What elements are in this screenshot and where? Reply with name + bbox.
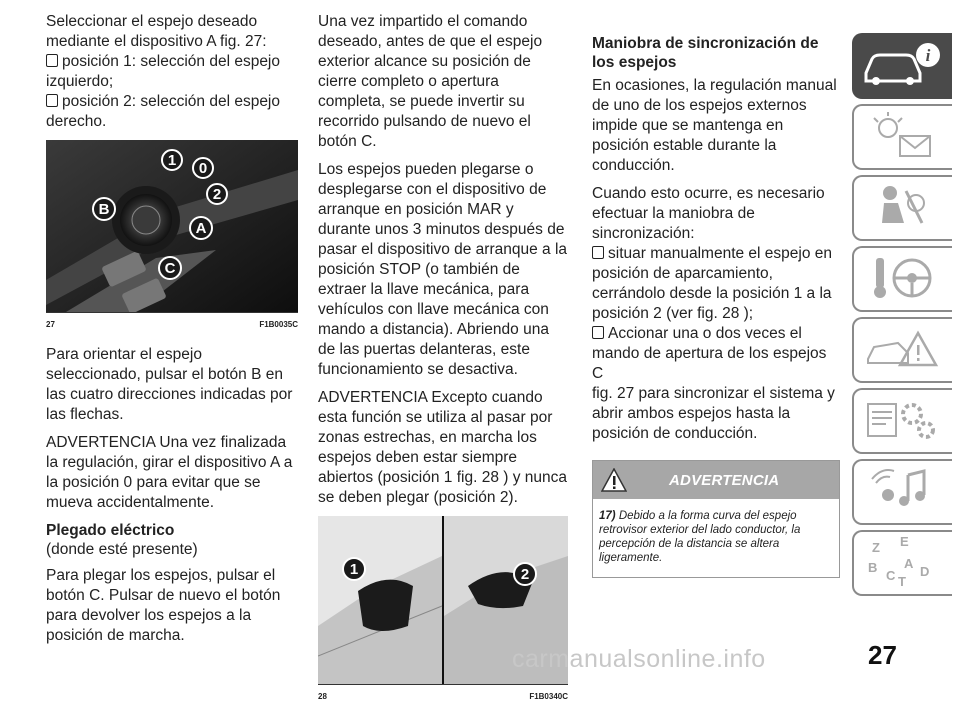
- col2-paragraph-3: ADVERTENCIA Excepto cuando esta función se utiliza al pasar por zonas estrechas, en marcha los espejos deben estar siempre abiertos (posición 1 fig. 28 ) y nunca se deben plegar (posición 2).: [318, 389, 567, 506]
- tab-index[interactable]: [852, 530, 952, 596]
- svg-text:C: C: [886, 568, 896, 583]
- car-info-icon: [854, 35, 950, 93]
- column-3: [592, 12, 840, 578]
- tab-emergency[interactable]: [852, 317, 952, 383]
- orient-text: Para orientar el espejo seleccionado, pulsar el botón B en las cuatro direcciones indicadas por las flechas.: [46, 346, 293, 423]
- watermark: carmanualsonline.info: [512, 645, 766, 673]
- warning-body: [593, 499, 839, 577]
- option-2: posición 2: selección del espejo derecho.: [46, 93, 280, 130]
- tab-safety[interactable]: [852, 175, 952, 241]
- fig27-label-1: 1: [167, 152, 177, 169]
- alphabet-index-icon: [854, 532, 950, 590]
- tab-starting-driving[interactable]: [852, 246, 952, 312]
- svg-text:i: i: [925, 46, 931, 65]
- plegado-heading: Plegado eléctrico: [46, 522, 175, 539]
- fig27-label-B: B: [98, 201, 110, 218]
- sync-heading: Maniobra de sincronización de los espejos: [592, 35, 819, 71]
- svg-text:B: B: [868, 560, 878, 575]
- col2-paragraph-2: Los espejos pueden plegarse o desplegarse con el dispositivo de arranque en posición MAR y durante unos 3 minutos después de pasar el dispositivo de arranque a la posición STOP (o también de extraer la llave mecánica, para vehículos con llave mecánica con mando a distancia). Abriendo una de las puertas delanteras, este funcionamiento se desactiva.: [318, 161, 568, 378]
- tab-dashboard[interactable]: [852, 104, 952, 170]
- col3-paragraph-2: Cuando esto ocurre, es necesario efectuar la maniobra de sincronización:: [592, 185, 825, 242]
- mirror-control-photo: [46, 140, 298, 312]
- col3-paragraph-3: fig. 27 para sincronizar el sistema y abrir ambos espejos hasta la posición de conducción.: [592, 385, 835, 442]
- intro-text: Seleccionar el espejo deseado mediante el dispositivo A fig. 27:: [46, 13, 267, 50]
- bullet-icon: [592, 246, 604, 259]
- fig28-label-1: 1: [349, 561, 359, 578]
- warning-triangle-car-icon: [854, 319, 950, 377]
- plegado-subtitle: (donde esté presente): [46, 541, 198, 558]
- bullet-icon: [46, 94, 58, 107]
- dashboard-lights-icon: [854, 106, 950, 164]
- bullet-icon: [46, 54, 58, 67]
- col3-paragraph-1: En ocasiones, la regulación manual de uno de los espejos externos impide que se mantenga en posición estable durante la conducción.: [592, 77, 837, 174]
- advert-text: ADVERTENCIA Una vez finalizada la regulación, girar el dispositivo A a la posición 0 para evitar que se mueva accidentalmente.: [46, 434, 293, 511]
- media-music-icon: [854, 461, 950, 519]
- fig27-label-2: 2: [212, 186, 222, 203]
- column-1: [46, 12, 298, 654]
- figure-28-caption: 28 F1B0340C: [318, 692, 568, 701]
- warning-box: [592, 460, 840, 578]
- sync-step-1: situar manualmente el espejo en posición de aparcamiento, cerrándolo desde la posición 1 a la posición 2 (ver fig. 28 );: [592, 245, 833, 322]
- chapter-tabs: [852, 33, 952, 601]
- warning-text: Debido a la forma curva del espejo retrovisor exterior del lado conductor, la percepción de la distancia se altera ligeramente.: [599, 510, 801, 564]
- svg-text:Z: Z: [872, 540, 880, 555]
- svg-text:E: E: [900, 534, 909, 549]
- page-number: 27: [868, 640, 897, 670]
- warning-header: [593, 461, 839, 499]
- gears-maintenance-icon: [854, 390, 950, 448]
- fig27-label-A: A: [195, 220, 207, 237]
- svg-text:T: T: [898, 574, 906, 589]
- warning-triangle-icon: [601, 468, 627, 492]
- bullet-icon: [592, 326, 604, 339]
- fig27-label-0: 0: [198, 160, 208, 177]
- svg-text:A: A: [904, 556, 914, 571]
- fig27-label-C: C: [164, 260, 176, 277]
- key-steering-wheel-icon: [854, 248, 950, 306]
- option-1: posición 1: selección del espejo izquierdo;: [46, 53, 280, 90]
- tab-maintenance[interactable]: [852, 388, 952, 454]
- column-2: [318, 12, 568, 707]
- sync-step-2: Accionar una o dos veces el mando de apertura de los espejos C: [592, 325, 827, 382]
- fig28-label-2: 2: [520, 566, 530, 583]
- col2-paragraph-1: Una vez impartido el comando deseado, antes de que el espejo exterior alcance su posición de cierre completo o apertura completa, se puede invertir su recorrido pulsando de nuevo el botón C.: [318, 13, 543, 150]
- tab-car-info[interactable]: [852, 33, 952, 99]
- figure-27: [46, 140, 298, 313]
- warning-title: ADVERTENCIA: [669, 472, 780, 489]
- airbag-seat-icon: [854, 177, 950, 235]
- tab-multimedia[interactable]: [852, 459, 952, 525]
- svg-text:D: D: [920, 564, 930, 579]
- plegar-text: Para plegar los espejos, pulsar el botón C. Pulsar de nuevo el botón para devolver los espejos a la posición de marcha.: [46, 567, 281, 644]
- figure-27-caption: 27 F1B0035C: [46, 320, 298, 329]
- warning-number: 17): [599, 510, 616, 522]
